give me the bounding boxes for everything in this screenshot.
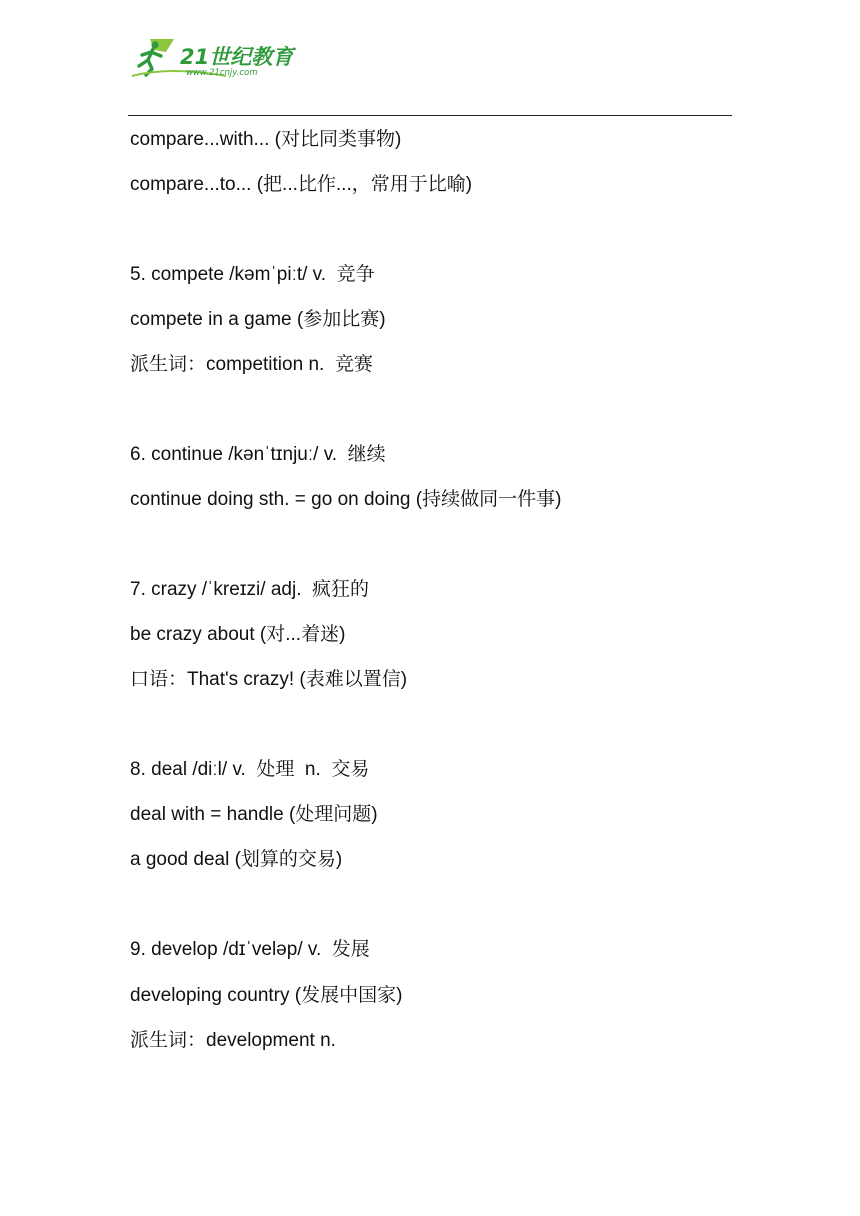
entry-heading-develop: 9. develop /dɪˈveləp/ v. 发展 bbox=[130, 939, 370, 960]
entry-heading-continue: 6. continue /kənˈtɪnjuː/ v. 继续 bbox=[130, 444, 386, 465]
site-logo bbox=[130, 36, 305, 80]
entry-line-develop-phrase: developing country (发展中国家) bbox=[130, 985, 403, 1006]
entry-line-compare-to: compare...to... (把...比作...，常用于比喻) bbox=[130, 174, 473, 195]
logo-main-text: 21世纪教育 bbox=[180, 45, 294, 69]
entry-heading-deal: 8. deal /diːl/ v. 处理 n. 交易 bbox=[130, 759, 370, 780]
entry-line-compare-with: compare...with... (对比同类事物) bbox=[130, 129, 402, 150]
header-divider bbox=[128, 115, 732, 116]
entry-line-compete-phrase: compete in a game (参加比赛) bbox=[130, 309, 386, 330]
entry-line-continue-phrase: continue doing sth. = go on doing (持续做同一件事) bbox=[130, 489, 562, 510]
logo-sub-text: www.21cnjy.com bbox=[186, 68, 258, 78]
entry-heading-crazy: 7. crazy /ˈkreɪzi/ adj. 疯狂的 bbox=[130, 579, 370, 600]
entry-line-deal-good: a good deal (划算的交易) bbox=[130, 849, 343, 870]
entry-line-deal-phrase: deal with = handle (处理问题) bbox=[130, 804, 378, 825]
entry-line-develop-derivative: 派生词：development n. bbox=[130, 1030, 336, 1051]
entry-line-compete-derivative: 派生词：competition n. 竞赛 bbox=[130, 354, 373, 375]
entry-line-crazy-phrase: be crazy about (对...着迷) bbox=[130, 624, 346, 645]
entry-line-crazy-spoken: 口语：That's crazy! (表难以置信) bbox=[130, 669, 408, 690]
entry-heading-compete: 5. compete /kəmˈpiːt/ v. 竞争 bbox=[130, 264, 375, 285]
